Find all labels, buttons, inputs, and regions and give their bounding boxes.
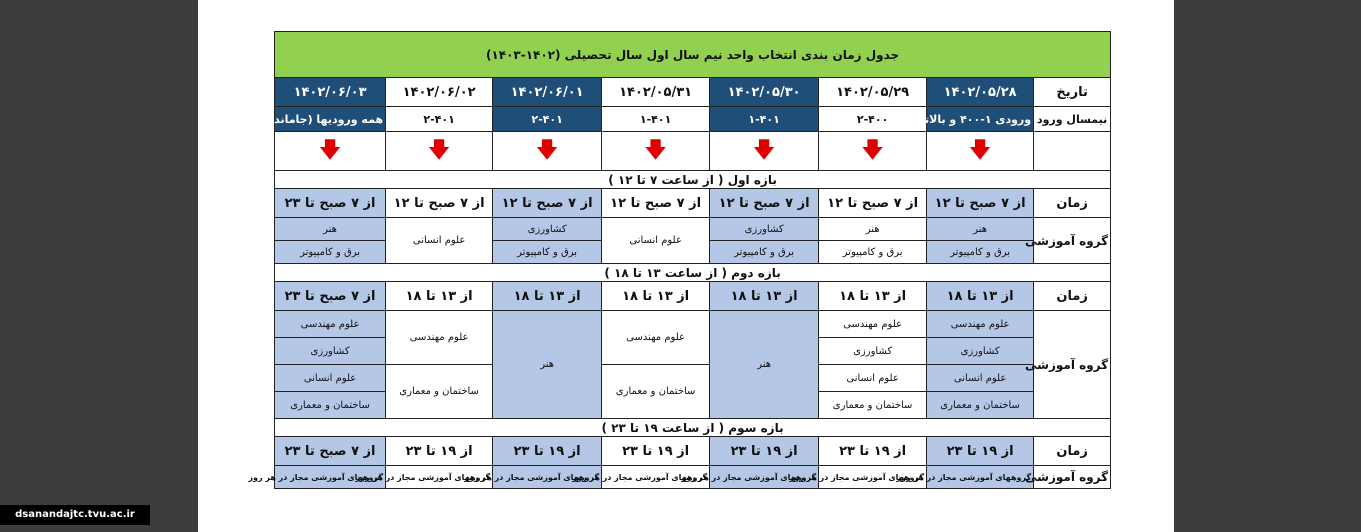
group-row [275, 365, 1111, 392]
group-cell: هنر [493, 311, 602, 419]
period-3-label: بازه سوم ( از ساعت ۱۹ تا ۲۳ ) [275, 419, 1111, 437]
time-cell: از ۱۹ تا ۲۳ [493, 437, 602, 466]
row-label-time: زمان [1034, 437, 1111, 466]
time-cell: از ۷ صبح تا ۱۲ [819, 189, 927, 218]
time-cell: از ۱۳ تا ۱۸ [819, 282, 927, 311]
group-cell: کشاورزی [927, 338, 1034, 365]
group-cell: هنر [819, 218, 927, 241]
group-cell: علوم انسانی [602, 218, 710, 264]
group-cell: علوم انسانی [275, 365, 386, 392]
group-cell: ساختمان و معماری [602, 365, 710, 419]
down-arrow-icon: 🡇 [427, 138, 451, 163]
group-cell: علوم انسانی [819, 365, 927, 392]
time-cell: از ۱۹ تا ۲۳ [819, 437, 927, 466]
semester-cell: ۲-۴۰۰ [819, 107, 927, 132]
group-cell: ساختمان و معماری [819, 392, 927, 419]
time-cell: از ۷ صبح تا ۲۳ [275, 282, 386, 311]
down-arrow-icon: 🡇 [861, 138, 884, 163]
group-cell: علوم انسانی [927, 365, 1034, 392]
group-cell: کشاورزی [710, 218, 819, 241]
time-cell: از ۱۹ تا ۲۳ [602, 437, 710, 466]
row-label-group: گروه آموزشی [1034, 218, 1111, 264]
time-row [275, 282, 1111, 311]
semester-cell: ۱-۴۰۱ [710, 107, 819, 132]
site-watermark: dsanandajtc.tvu.ac.ir [0, 505, 150, 525]
group-cell: ساختمان و معماری [927, 392, 1034, 419]
group-cell: علوم مهندسی [275, 311, 386, 338]
row-label-date: تاریخ [1034, 78, 1111, 107]
group-note-cell: گروههای آموزشی مجاز در هر روز [927, 466, 1034, 489]
down-arrow-icon: 🡇 [968, 138, 992, 163]
group-row [275, 218, 1111, 241]
down-arrow-icon: 🡇 [535, 138, 559, 163]
date-cell: ۱۴۰۲/۰۵/۳۰ [710, 78, 819, 107]
row-label-group: گروه آموزشی [1034, 466, 1111, 489]
arrow-row [275, 132, 1111, 171]
date-cell: ۱۴۰۲/۰۶/۰۲ [386, 78, 493, 107]
time-row [275, 189, 1111, 218]
group-cell: ساختمان و معماری [386, 365, 493, 419]
period-row [275, 171, 1111, 189]
group-note-cell: گروههای آموزشی مجاز در هر روز [819, 466, 927, 489]
date-cell: ۱۴۰۲/۰۶/۰۱ [493, 78, 602, 107]
time-cell: از ۱۳ تا ۱۸ [927, 282, 1034, 311]
time-cell: از ۷ صبح تا ۱۲ [927, 189, 1034, 218]
group-cell: برق و کامپیوتر [493, 241, 602, 264]
row-label-time: زمان [1034, 189, 1111, 218]
group-cell: علوم مهندسی [927, 311, 1034, 338]
arrow-label-cell [1034, 132, 1111, 171]
date-cell: ۱۴۰۲/۰۵/۲۹ [819, 78, 927, 107]
period-row [275, 264, 1111, 282]
semester-cell: ۱-۴۰۱ [602, 107, 710, 132]
group-cell: علوم انسانی [386, 218, 493, 264]
group-cell: ساختمان و معماری [275, 392, 386, 419]
row-label-time: زمان [1034, 282, 1111, 311]
group-cell: علوم مهندسی [386, 311, 493, 365]
row-label-semester: نیمسال ورود [1034, 107, 1111, 132]
group-cell: برق و کامپیوتر [927, 241, 1034, 264]
group-note-cell: گروههای آموزشی مجاز در هر روز [493, 466, 602, 489]
semester-row [275, 107, 1111, 132]
semester-cell: همه ورودیها (جامانده) [275, 107, 386, 132]
time-cell: از ۷ صبح تا ۲۳ [275, 437, 386, 466]
group-cell: کشاورزی [275, 338, 386, 365]
group-cell: هنر [927, 218, 1034, 241]
time-cell: از ۷ صبح تا ۱۲ [710, 189, 819, 218]
date-cell: ۱۴۰۲/۰۵/۲۸ [927, 78, 1034, 107]
title-row [275, 32, 1111, 78]
time-cell: از ۷ صبح تا ۱۲ [386, 189, 493, 218]
time-cell: از ۱۹ تا ۲۳ [927, 437, 1034, 466]
time-cell: از ۱۳ تا ۱۸ [386, 282, 493, 311]
group-cell: برق و کامپیوتر [275, 241, 386, 264]
time-cell: از ۱۳ تا ۱۸ [602, 282, 710, 311]
group-cell: علوم مهندسی [819, 311, 927, 338]
group-cell: هنر [275, 218, 386, 241]
group-cell: کشاورزی [493, 218, 602, 241]
period-1-label: بازه اول ( از ساعت ۷ تا ۱۲ ) [275, 171, 1111, 189]
time-cell: از ۷ صبح تا ۱۲ [602, 189, 710, 218]
date-row [275, 78, 1111, 107]
down-arrow-icon: 🡇 [752, 138, 776, 163]
period-2-label: بازه دوم ( از ساعت ۱۳ تا ۱۸ ) [275, 264, 1111, 282]
group-cell: برق و کامپیوتر [710, 241, 819, 264]
time-cell: از ۷ صبح تا ۲۳ [275, 189, 386, 218]
date-cell: ۱۴۰۲/۰۵/۳۱ [602, 78, 710, 107]
schedule-table [248, 31, 1111, 489]
down-arrow-icon: 🡇 [644, 138, 667, 163]
group-cell: علوم مهندسی [602, 311, 710, 365]
group-note-row [275, 466, 1111, 489]
group-cell: کشاورزی [819, 338, 927, 365]
group-row [275, 311, 1111, 338]
group-note-cell: گروههای آموزشی مجاز در هر روز [710, 466, 819, 489]
time-cell: از ۱۳ تا ۱۸ [710, 282, 819, 311]
date-cell: ۱۴۰۲/۰۶/۰۳ [275, 78, 386, 107]
table-title: جدول زمان بندی انتخاب واحد نیم سال اول سال تحصیلی (۱۴۰۲-۱۴۰۳) [275, 32, 1111, 78]
semester-cell: ۲-۴۰۱ [386, 107, 493, 132]
semester-cell: ورودی ۱-۴۰۰ و بالاتر [927, 107, 1034, 132]
time-cell: از ۱۳ تا ۱۸ [493, 282, 602, 311]
down-arrow-icon: 🡇 [318, 138, 342, 163]
time-cell: از ۷ صبح تا ۱۲ [493, 189, 602, 218]
group-cell: هنر [710, 311, 819, 419]
time-cell: از ۱۹ تا ۲۳ [386, 437, 493, 466]
group-note-cell: گروههای آموزشی مجاز در هر روز [275, 466, 386, 489]
time-cell: از ۱۹ تا ۲۳ [710, 437, 819, 466]
time-row [275, 437, 1111, 466]
group-cell: برق و کامپیوتر [819, 241, 927, 264]
semester-cell: ۲-۴۰۱ [493, 107, 602, 132]
group-note-cell: گروههای آموزشی مجاز در هر روز [602, 466, 710, 489]
period-row [275, 419, 1111, 437]
row-label-group: گروه آموزشی [1034, 311, 1111, 419]
group-note-cell: گروههای آموزشی مجاز در هر روز [386, 466, 493, 489]
